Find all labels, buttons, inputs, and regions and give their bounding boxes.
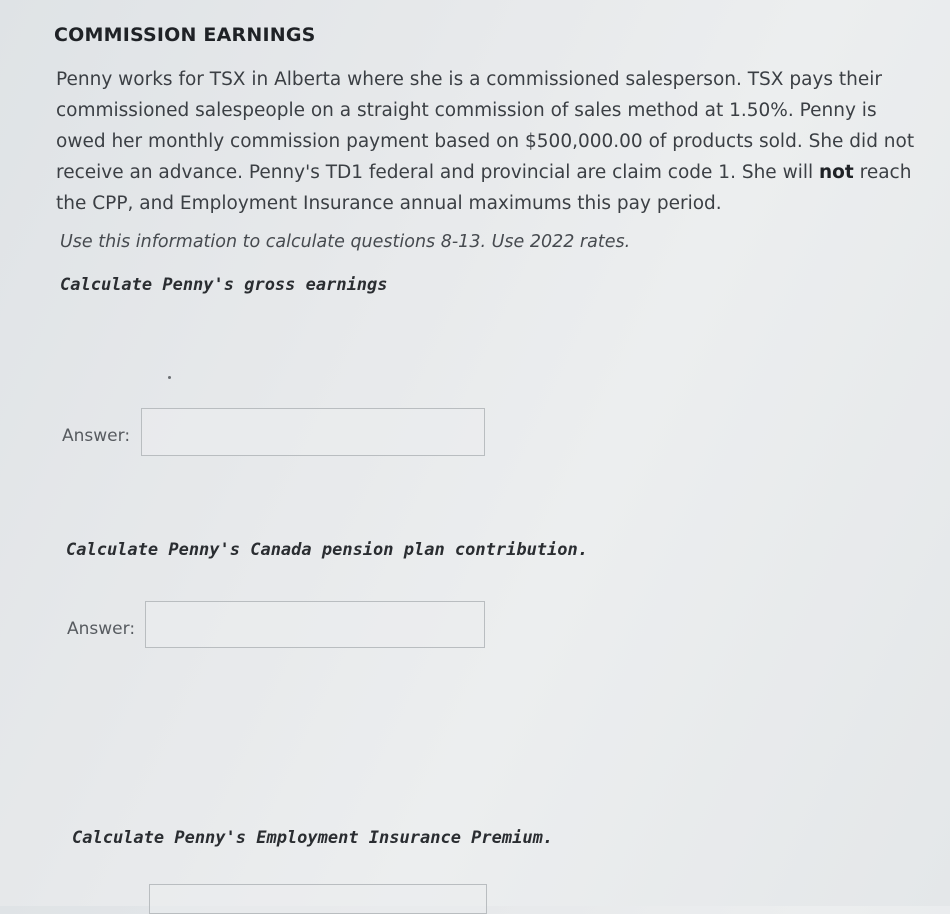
description-text: Penny works for TSX in Alberta where she is a commissioned salesperson. TSX pays their commissioned salespeople on a straight commission of sales method at 1.50%. Penny is owed her monthly commission payment based on $500,000.00 of products sold. She did not receive an advance. Penny's TD1 federal and provincial are claim code 1. She will bbox=[56, 69, 915, 183]
question-ei-premium: Calculate Penny's Employment Insurance Premium. bbox=[72, 828, 554, 848]
answer-input-ei-premium[interactable] bbox=[149, 884, 487, 914]
answer-label: Answer: bbox=[67, 619, 136, 639]
instructions-text: Use this information to calculate questions 8-13. Use 2022 rates. bbox=[60, 232, 631, 252]
question-gross-earnings: Calculate Penny's gross earnings bbox=[60, 275, 388, 295]
answer-input-cpp-contribution[interactable] bbox=[145, 601, 485, 648]
question-cpp-contribution: Calculate Penny's Canada pension plan contribution. bbox=[66, 540, 588, 560]
problem-description bbox=[56, 64, 916, 219]
screen-speck bbox=[168, 376, 171, 379]
answer-input-gross-earnings[interactable] bbox=[141, 408, 485, 456]
section-heading: COMMISSION EARNINGS bbox=[54, 24, 316, 46]
answer-label: Answer: bbox=[62, 426, 131, 446]
description-emphasis: not bbox=[819, 162, 854, 183]
description-text-end: reach the CPP, and Employment Insurance annual maximums this pay period. bbox=[56, 162, 912, 214]
